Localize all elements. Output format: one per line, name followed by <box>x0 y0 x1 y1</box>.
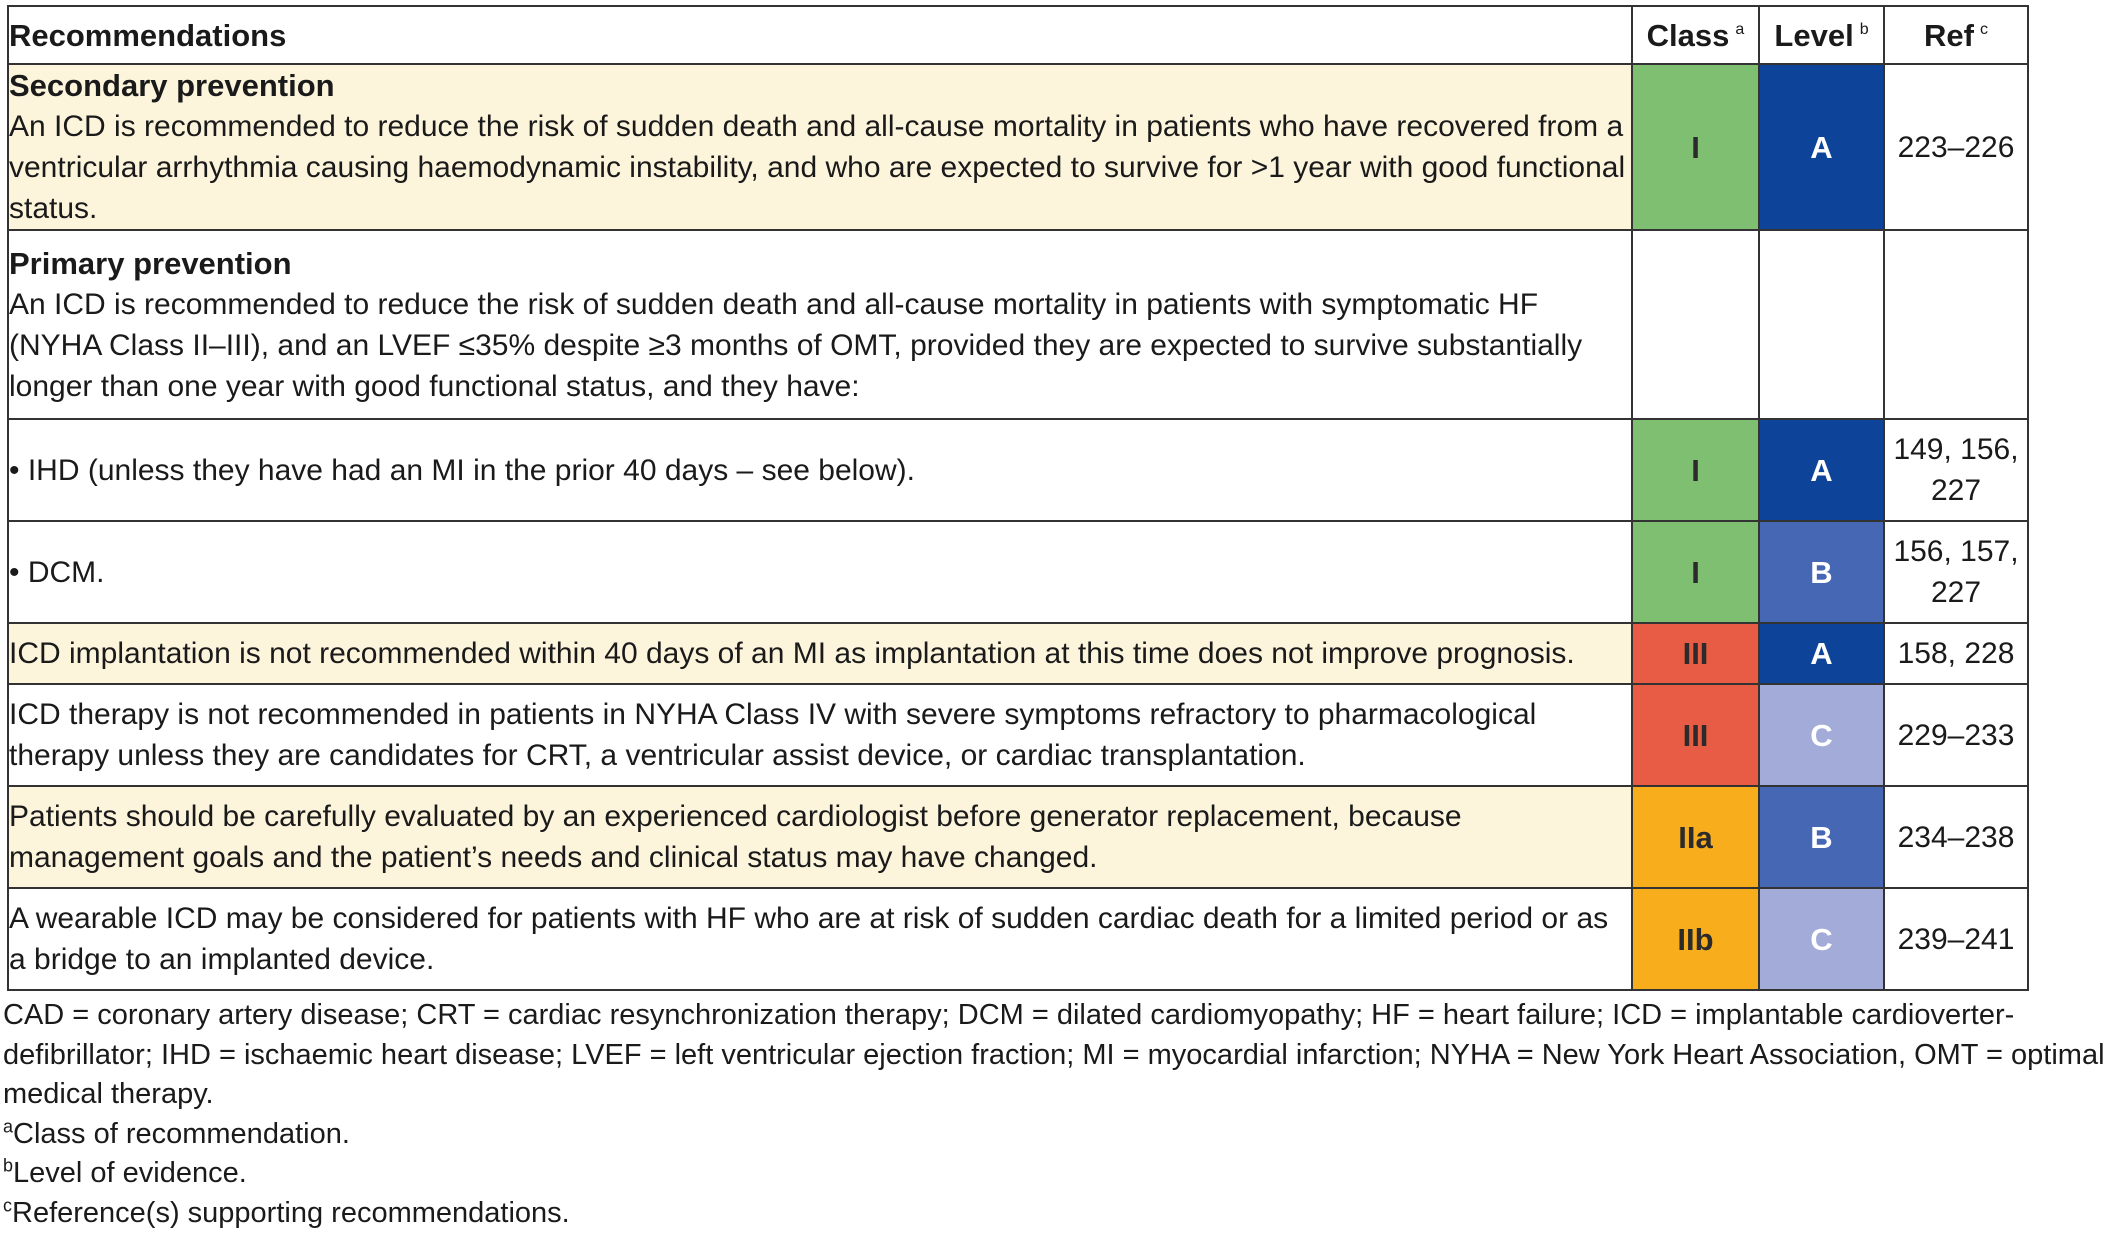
table-row-wearable <box>8 888 2028 990</box>
level-cell: A <box>1759 64 1884 230</box>
level-cell: C <box>1759 888 1884 990</box>
recommendation-cell <box>8 521 1632 623</box>
class-cell: I <box>1632 521 1759 623</box>
header-ref: Ref $^c$ <box>1884 6 2028 64</box>
footnote-b: $^b$Level of evidence. <box>3 1154 2123 1194</box>
recommendation-cell: ICD therapy is not recommended in patients in NYHA Class IV with severe symptoms refractory to pharmacological therapy unless they are candidates for CRT, a ventricular assist device, or cardiac transplantation. <box>8 684 1632 786</box>
table-header-row <box>8 6 2028 64</box>
header-class: Class $^a$ <box>1632 6 1759 64</box>
class-cell: III <box>1632 684 1759 786</box>
table-row-dcm <box>8 521 2028 623</box>
header-level-sup: b <box>1860 21 1869 38</box>
secondary-prevention-text: An ICD is recommended to reduce the risk of sudden death and all-cause mortality in patients who have recovered from a ventricular arrhythmia causing haemodynamic instability, and who are expected to survive for >1 year with good functional status. <box>9 106 1631 229</box>
ref-cell: 158, 228 <box>1884 623 2028 684</box>
table-row-implantation <box>8 623 2028 684</box>
footnote-c: $^c$Reference(s) supporting recommendations. <box>3 1194 2123 1233</box>
header-recommendations: Recommendations <box>8 6 1632 64</box>
class-cell: IIb <box>1632 888 1759 990</box>
table-row-therapy <box>8 684 2028 786</box>
level-cell: B <box>1759 521 1884 623</box>
level-cell: B <box>1759 786 1884 888</box>
header-ref-sup: c <box>1980 21 1988 38</box>
table-footnotes <box>3 996 2123 1233</box>
class-cell: IIa <box>1632 786 1759 888</box>
ref-cell: 223–226 <box>1884 64 2028 230</box>
ref-cell: 234–238 <box>1884 786 2028 888</box>
level-cell-empty <box>1759 230 1884 419</box>
recommendation-cell <box>8 64 1632 230</box>
class-cell: I <box>1632 419 1759 521</box>
ihd-bullet-text: • IHD (unless they have had an MI in the prior 40 days – see below). <box>9 454 915 487</box>
header-class-sup: a <box>1735 21 1744 38</box>
recommendation-cell: ICD implantation is not recommended within 40 days of an MI as implantation at this time does not improve prognosis. <box>8 623 1632 684</box>
ref-cell: 156, 157, 227 <box>1884 521 2028 623</box>
ref-cell: 229–233 <box>1884 684 2028 786</box>
table-row-primary-prevention <box>8 230 2028 419</box>
ref-cell: 239–241 <box>1884 888 2028 990</box>
table-row-generator <box>8 786 2028 888</box>
primary-prevention-heading: Primary prevention <box>9 243 1631 284</box>
ref-cell: 149, 156, 227 <box>1884 419 2028 521</box>
recommendation-cell <box>8 230 1632 419</box>
table-row-ihd <box>8 419 2028 521</box>
class-cell: I <box>1632 64 1759 230</box>
level-cell: A <box>1759 623 1884 684</box>
dcm-bullet-text: • DCM. <box>9 556 105 589</box>
recommendation-cell: Patients should be carefully evaluated by an experienced cardiologist before generator replacement, because management goals and the patient’s needs and clinical status may have changed. <box>8 786 1632 888</box>
footnote-a: $^a$Class of recommendation. <box>3 1115 2123 1155</box>
level-cell: A <box>1759 419 1884 521</box>
ref-cell-empty <box>1884 230 2028 419</box>
recommendations-table <box>7 5 2029 991</box>
recommendation-cell: A wearable ICD may be considered for patients with HF who are at risk of sudden cardiac death for a limited period or as a bridge to an implanted device. <box>8 888 1632 990</box>
header-level: Level $^b$ <box>1759 6 1884 64</box>
secondary-prevention-heading: Secondary prevention <box>9 65 1631 106</box>
class-cell-empty <box>1632 230 1759 419</box>
table-row-secondary-prevention <box>8 64 2028 230</box>
primary-prevention-text: An ICD is recommended to reduce the risk of sudden death and all-cause mortality in patients with symptomatic HF (NYHA Class II–III), and an LVEF ≤35% despite ≥3 months of OMT, provided they are expected to survive substantially longer than one year with good functional status, and they have: <box>9 284 1631 407</box>
abbreviations-note: CAD = coronary artery disease; CRT = cardiac resynchronization therapy; DCM = dilated cardiomyopathy; HF = heart failure; ICD = implantable cardioverter-defibrillator; IHD = ischaemic heart disease; LVEF = left ventricular ejection fraction; MI = myocardial infarction; NYHA = New York Heart Association, OMT = optimal medical therapy. <box>3 996 2123 1115</box>
recommendation-cell <box>8 419 1632 521</box>
class-cell: III <box>1632 623 1759 684</box>
level-cell: C <box>1759 684 1884 786</box>
